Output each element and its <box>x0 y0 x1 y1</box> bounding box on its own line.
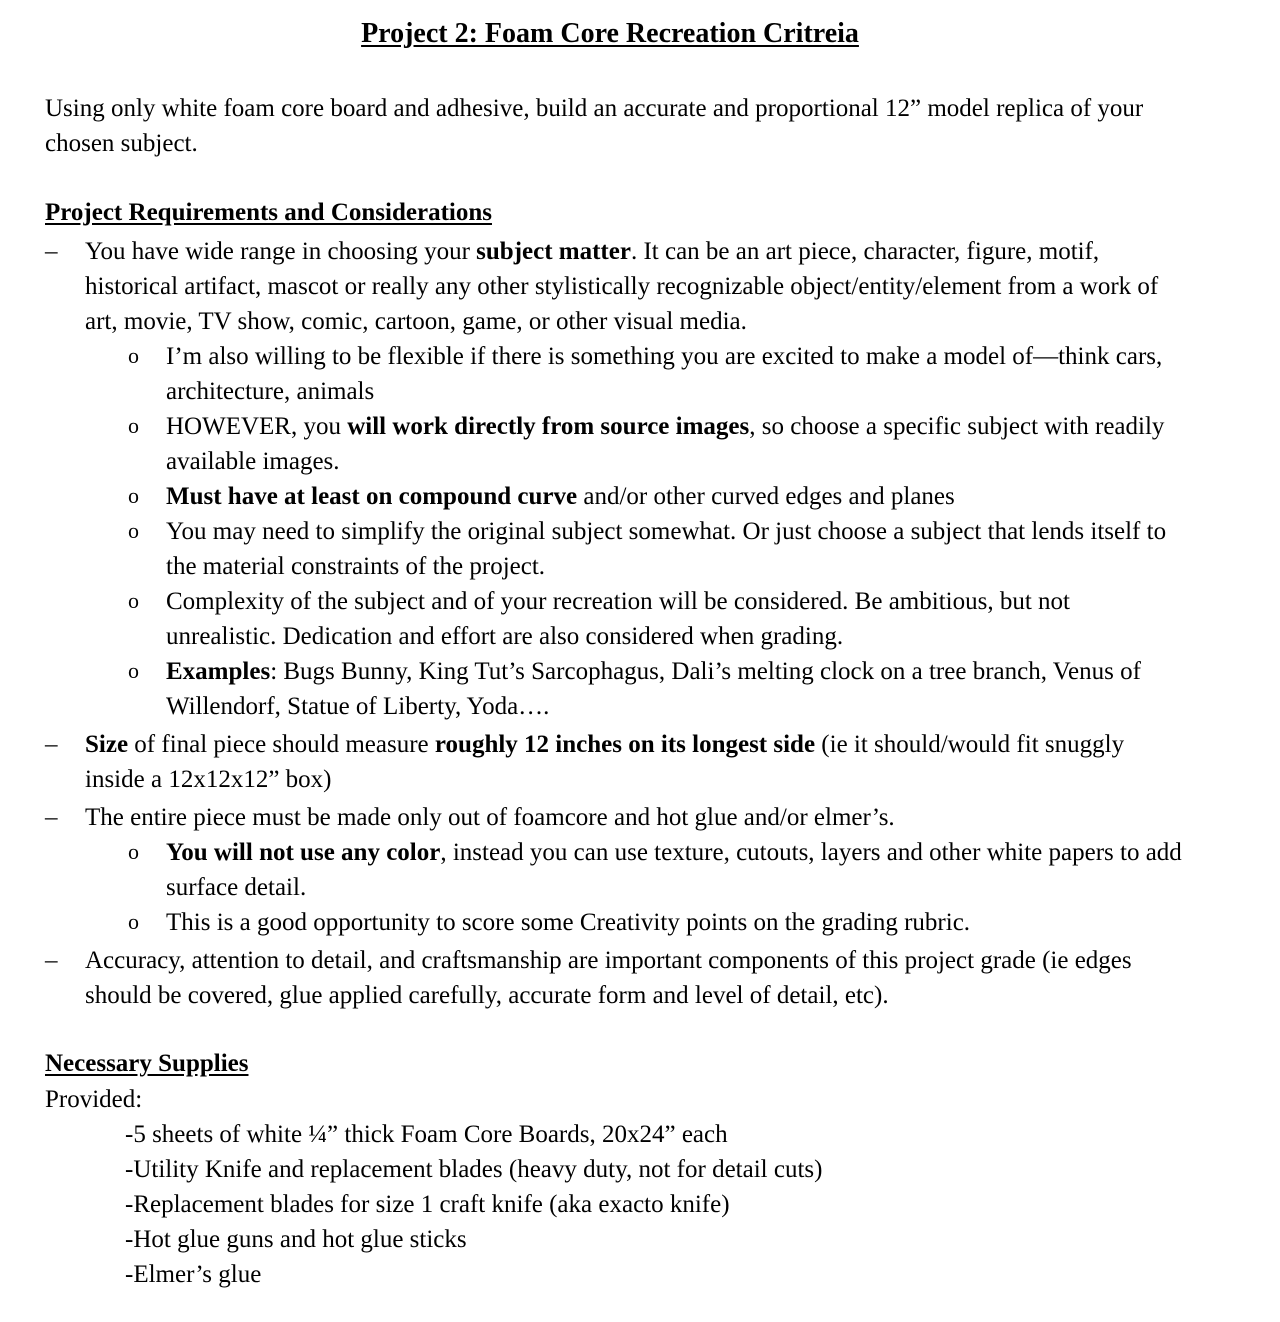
sub-item <box>85 479 1185 514</box>
page-title: Project 2: Foam Core Recreation Critreia <box>361 18 859 49</box>
sub-list <box>85 339 1185 724</box>
dash-bullet-icon: – <box>45 238 58 265</box>
supply-item: -Elmer’s glue <box>125 1261 262 1288</box>
intro-paragraph: Using only white foam core board and adhesive, build an accurate and proportional 12” model replica of your chosen subject. <box>45 95 1144 157</box>
requirement-bold-text: roughly 12 inches on its longest side <box>434 731 816 758</box>
requirement-item <box>45 800 1185 940</box>
circle-bullet-icon: o <box>128 483 139 508</box>
requirement-text: . It can be an art piece, character, figure, motif, historical artifact, mascot or really any other stylistically recognizable object/entity/element from a work of art, movie, TV show, comic, cartoon, game, or other visual media. <box>85 238 1159 335</box>
dash-bullet-icon: – <box>45 947 58 974</box>
requirements-list <box>45 234 1185 1016</box>
requirement-text: The entire piece must be made only out of foamcore and hot glue and/or elmer’s. <box>85 804 895 831</box>
requirement-item <box>45 943 1185 1013</box>
circle-bullet-icon: o <box>128 413 139 438</box>
supplies-list <box>125 1117 822 1292</box>
requirement-text: of final piece should measure <box>128 731 435 758</box>
sub-item <box>85 654 1185 724</box>
sub-item <box>85 514 1185 584</box>
sub-item <box>85 584 1185 654</box>
circle-bullet-icon: o <box>128 343 139 368</box>
requirement-item <box>45 727 1185 797</box>
requirement-item <box>45 234 1185 724</box>
supply-item: -5 sheets of white ¼” thick Foam Core Boards, 20x24” each <box>125 1121 728 1148</box>
sub-item-bold-text: You will not use any color <box>166 839 441 866</box>
sub-item-bold-text: Must have at least on compound curve <box>166 483 578 510</box>
sub-item-bold-text: will work directly from source images <box>347 413 750 440</box>
sub-item <box>85 339 1185 409</box>
sub-item-text: , so choose a specific subject with readily available images. <box>166 413 1165 475</box>
requirement-bold-text: subject matter <box>476 238 631 265</box>
supply-item: -Replacement blades for size 1 craft knife (aka exacto knife) <box>125 1191 730 1218</box>
requirement-text: (ie it should/would fit snuggly inside a 12x12x12” box) <box>85 731 1125 793</box>
supply-item: -Hot glue guns and hot glue sticks <box>125 1226 467 1253</box>
requirements-heading: Project Requirements and Considerations <box>45 199 492 226</box>
sub-item-bold-text: Examples <box>166 658 271 685</box>
sub-item-text: and/or other curved edges and planes <box>577 483 955 510</box>
circle-bullet-icon: o <box>128 909 139 934</box>
sub-item-text: HOWEVER, you <box>166 413 348 440</box>
supply-item: -Utility Knife and replacement blades (heavy duty, not for detail cuts) <box>125 1156 823 1183</box>
sub-item-text: Complexity of the subject and of your recreation will be considered. Be ambitious, but not unrealistic. Dedication and effort are also considered when grading. <box>166 588 1070 650</box>
provided-label: Provided: <box>45 1086 143 1113</box>
dash-bullet-icon: – <box>45 731 58 758</box>
sub-list <box>85 835 1185 940</box>
circle-bullet-icon: o <box>128 518 139 543</box>
sub-item-text: You may need to simplify the original subject somewhat. Or just choose a subject that lends itself to the material constraints of the project. <box>166 518 1167 580</box>
supplies-heading: Necessary Supplies <box>45 1050 249 1077</box>
sub-item-text: : Bugs Bunny, King Tut’s Sarcophagus, Dali’s melting clock on a tree branch, Venus of Willendorf, Statue of Liberty, Yoda…. <box>166 658 1141 720</box>
dash-bullet-icon: – <box>45 804 58 831</box>
sub-item <box>85 905 1185 940</box>
circle-bullet-icon: o <box>128 839 139 864</box>
sub-item-text: , instead you can use texture, cutouts, layers and other white papers to add surface detail. <box>166 839 1182 901</box>
requirement-text: You have wide range in choosing your <box>85 238 477 265</box>
circle-bullet-icon: o <box>128 588 139 613</box>
sub-item <box>85 835 1185 905</box>
sub-item-text: This is a good opportunity to score some Creativity points on the grading rubric. <box>166 909 971 936</box>
requirement-bold-text: Size <box>85 731 129 758</box>
requirement-text: Accuracy, attention to detail, and craftsmanship are important components of this project grade (ie edges should be covered, glue applied carefully, accurate form and level of detail, etc). <box>85 947 1132 1009</box>
sub-item <box>85 409 1185 479</box>
sub-item-text: I’m also willing to be flexible if there is something you are excited to make a model of—think cars, architecture, animals <box>166 343 1163 405</box>
circle-bullet-icon: o <box>128 658 139 683</box>
